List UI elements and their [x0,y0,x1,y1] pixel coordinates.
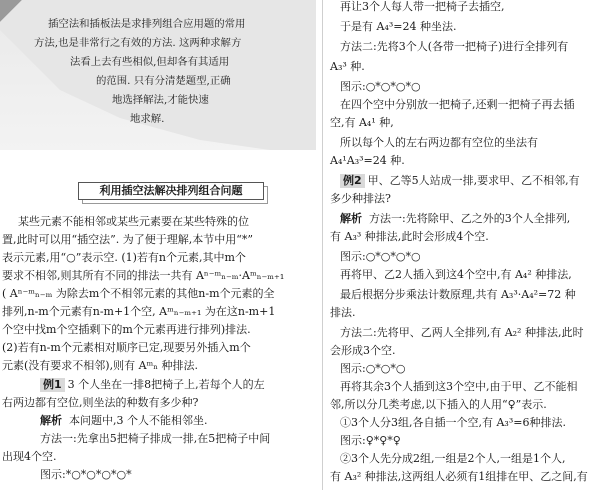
text-line: 排列,n-m个元素有n-m+1个空, Aᵐₙ₋ₘ₊₁ 为在这n-m+1 [2,305,276,318]
figure-line: 图示:♀*♀*♀ [340,434,401,447]
intro-line: 地选择解法,才能快速 [112,94,209,106]
example-text: 3 个人坐在一排8把椅子上,若每个人的左 [67,378,265,391]
text-line: 再将其余3个人插到这3个空中,由于甲、乙不能相 [340,380,578,393]
section-title: 利用插空法解决排列组合问题 [78,182,264,200]
text-line: 空,有 A₄¹ 种, [330,116,394,129]
text-line: 元素(没有要求不相邻),则有 Aᵐₙ 种排法. [2,359,199,372]
text-line: 有 A₃³ 种排法,此时会形成4个空. [330,230,489,243]
text-line: 置,此时可以用“插空法”. 为了便于理解,本节中用“*” [2,233,253,246]
intro-line: 的范围. 只有分清楚题型,正确 [96,75,231,87]
text-line: 有 A₃² 种排法,这两组人必须有1组排在甲、乙之间,有 [330,470,588,483]
text-line: 方法二:先将3个人(各带一把椅子)进行全排列有 [340,40,569,53]
answer-text: 方法一:先将除甲、乙之外的3个人全排列, [369,212,571,225]
text-line: 方法二:先将甲、乙两人全排列,有 A₂² 种排法,此时 [340,326,584,339]
example-tag: 例1 [40,378,65,392]
text-line: ②3个人先分成2组,一组是2个人,一组是1个人, [340,452,566,465]
intro-line: 插空法和插板法是求排列组合应用题的常用 [48,18,246,30]
text-line: 会形成3个空. [330,344,396,357]
example-tag: 例2 [340,174,365,188]
text-line: 所以每个人的左右两边都有空位的坐法有 [340,136,538,149]
text-line: A₄¹A₃³=24 种. [330,154,405,167]
text-line: 最后根据分步乘法计数原理,共有 A₃³·A₄²=72 种 [340,288,576,301]
text-line: 方法一:先拿出5把椅子排成一排,在5把椅子中间 [40,432,271,445]
intro-line: 法看上去有些相似,但却各有其适用 [70,56,230,68]
figure-line: 图示:○*○*○ [340,362,406,375]
text-line: 个空中找m个空插剩下的m个元素再进行排列)排法. [2,323,251,336]
example-text: 甲、乙等5人站成一排,要求甲、乙不相邻,有 [367,174,580,187]
text-line: ( Aⁿ⁻ᵐₙ₋ₘ 为除去m个不相邻元素的其他n-m个元素的全 [2,287,275,300]
right-column [330,0,598,490]
text-line: ①3个人分3组,各自插一个空,有 A₃³=6种排法. [340,416,566,429]
text-line: 出现4个空. [2,450,57,463]
text-line: (2)若有n-m个元素相对顺序已定,现要另外插入m个 [2,341,251,354]
text-line: 排法. [330,306,356,319]
column-divider [322,0,323,490]
answer-text: 本问题中,3 个人不能相邻坐. [69,414,208,427]
text-line: 再让3个人每人带一把椅子去插空, [340,0,505,13]
answer-line [40,414,208,428]
figure-line: 图示:○*○*○*○ [340,80,421,93]
text-line: 多少种排法? [330,192,391,205]
text-line: 某些元素不能相邻或某些元素要在某些特殊的位 [18,215,249,228]
example-2 [340,174,580,188]
text-line: 右两边都有空位,则坐法的种数有多少种? [2,396,199,409]
example-1 [40,378,265,392]
text-line: 于是有 A₄³=24 种坐法. [340,20,457,33]
intro-line: 方法,也是非常行之有效的方法. 这两种求解方 [34,37,242,49]
text-line: 要求不相邻,则其所有不同的排法一共有 Aⁿ⁻ᵐₙ₋ₘ·Aᵐₙ₋ₘ₊₁ [2,269,285,282]
figure-line: 图示:○*○*○*○ [340,250,421,263]
answer-line [340,212,570,226]
intro-line: 地求解. [130,113,165,125]
text-line: 在四个空中分别放一把椅子,还剩一把椅子再去插 [340,98,575,111]
figure-line: 图示:*○*○*○*○* [40,468,132,481]
text-line: 邻,所以分几类考虑,以下插入的人用“♀”表示. [330,398,547,411]
answer-label: 解析 [340,212,362,225]
answer-label: 解析 [40,414,62,427]
text-line: A₃³ 种. [330,60,365,73]
text-line: 再将甲、乙2人插入到这4个空中,有 A₄² 种排法, [340,268,572,281]
text-line: 表示元素,用“○”表示空. (1)若有n个元素,其中m个 [2,251,246,264]
